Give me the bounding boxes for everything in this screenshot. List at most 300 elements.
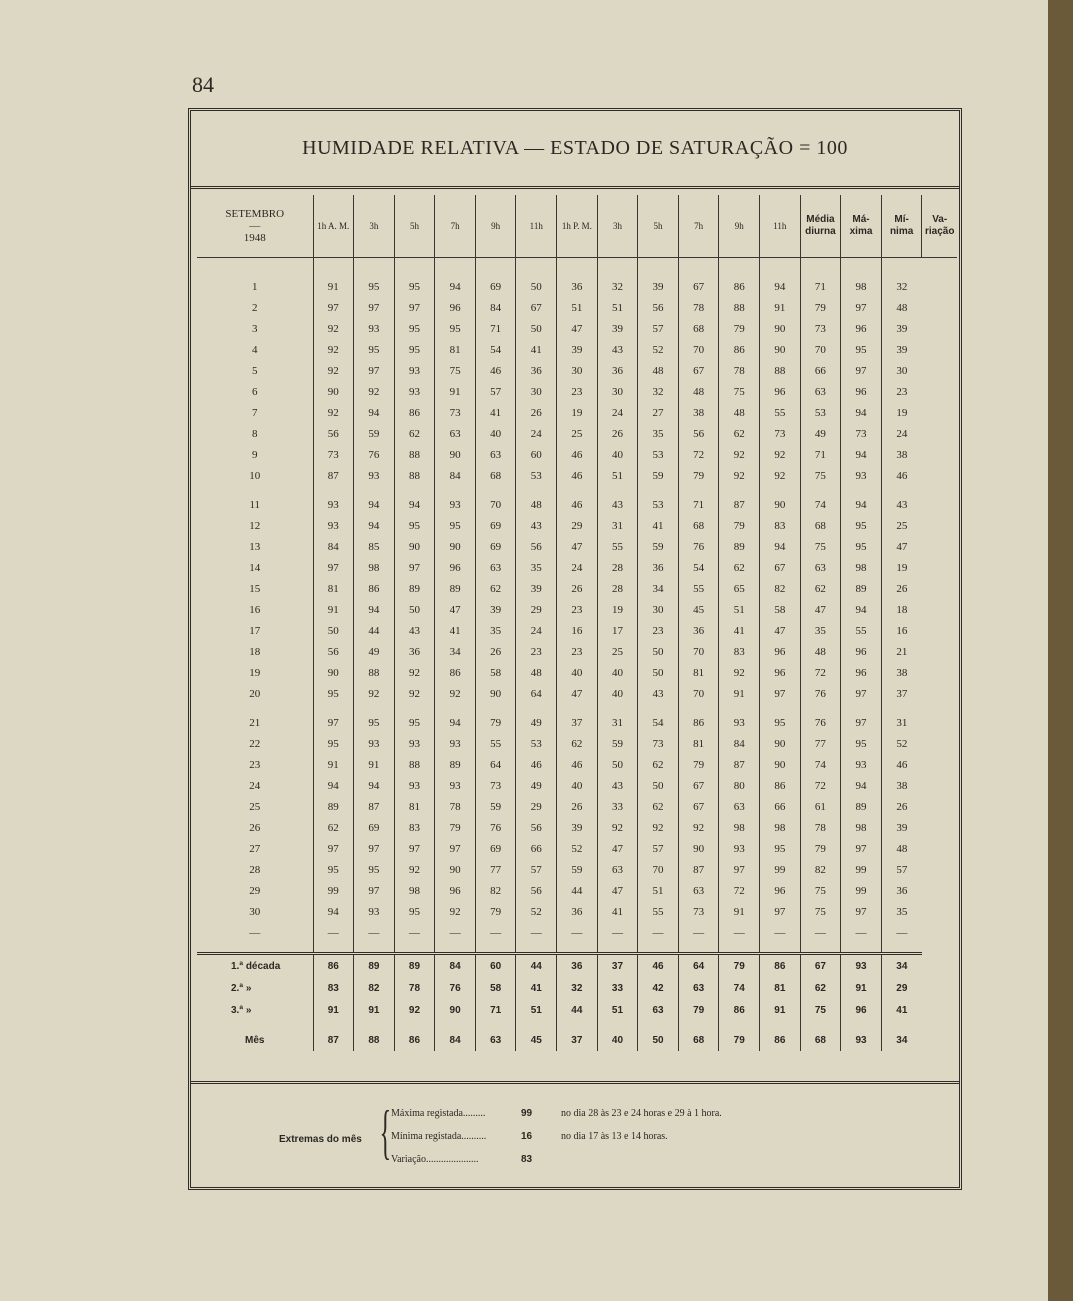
- spacer-cell: [313, 704, 354, 712]
- value-cell: 78: [800, 817, 841, 838]
- value-cell: 83: [760, 515, 801, 536]
- value-cell: 30: [516, 381, 557, 402]
- value-cell: 89: [841, 578, 882, 599]
- value-cell: 49: [516, 712, 557, 733]
- value-cell: 97: [313, 297, 354, 318]
- row-label: 10: [249, 469, 261, 482]
- value-cell: 86: [760, 954, 801, 978]
- value-cell: 95: [394, 276, 435, 297]
- value-cell: 85: [354, 536, 395, 557]
- value-cell: 62: [638, 796, 679, 817]
- value-cell: 77: [800, 733, 841, 754]
- value-cell: 76: [800, 683, 841, 704]
- value-cell: 93: [354, 465, 395, 486]
- value-cell: 99: [313, 880, 354, 901]
- spacer-cell: [719, 486, 760, 494]
- value-cell: 72: [678, 444, 719, 465]
- value-cell: 47: [800, 599, 841, 620]
- value-cell: 95: [354, 339, 395, 360]
- value-cell: 93: [394, 360, 435, 381]
- day-row: [197, 494, 957, 515]
- value-cell: 66: [516, 838, 557, 859]
- hour-header: 5h: [638, 195, 679, 258]
- value-cell: 92: [719, 465, 760, 486]
- spacer-cell: [197, 944, 313, 954]
- value-cell: 93: [841, 465, 882, 486]
- value-cell: 40: [557, 775, 598, 796]
- value-cell: 98: [394, 880, 435, 901]
- value-cell: 92: [760, 465, 801, 486]
- value-cell: 40: [597, 1029, 638, 1051]
- value-cell: 43: [516, 515, 557, 536]
- spacer-cell: [881, 1021, 922, 1029]
- value-cell: 95: [354, 712, 395, 733]
- hour-header: 3h: [354, 195, 395, 258]
- value-cell: 98: [841, 276, 882, 297]
- value-cell: 94: [394, 494, 435, 515]
- spacer-cell: [313, 486, 354, 494]
- value-cell: 94: [354, 775, 395, 796]
- value-cell: 95: [394, 339, 435, 360]
- value-cell: 93: [394, 381, 435, 402]
- spacer-cell: [516, 1021, 557, 1029]
- value-cell: 74: [719, 977, 760, 999]
- value-cell: 97: [841, 360, 882, 381]
- dash-cell: —: [841, 922, 882, 944]
- dash-cell: —: [249, 927, 261, 939]
- value-cell: 51: [557, 297, 598, 318]
- value-cell: 76: [354, 444, 395, 465]
- value-cell: 78: [435, 796, 476, 817]
- value-cell: 97: [841, 297, 882, 318]
- value-cell: 91: [719, 683, 760, 704]
- extreme-name: Mínima registada..........: [391, 1130, 487, 1142]
- extreme-value: 99: [521, 1107, 533, 1119]
- value-cell: 63: [475, 1029, 516, 1051]
- value-cell: 91: [313, 754, 354, 775]
- value-cell: 34: [881, 1029, 922, 1051]
- day-row: [197, 339, 957, 360]
- value-cell: 57: [475, 381, 516, 402]
- value-cell: 90: [760, 733, 801, 754]
- month-header: [197, 195, 313, 258]
- value-cell: 81: [435, 339, 476, 360]
- value-cell: 95: [394, 901, 435, 922]
- value-cell: 63: [475, 557, 516, 578]
- value-cell: 63: [800, 381, 841, 402]
- value-cell: 62: [719, 557, 760, 578]
- value-cell: 95: [841, 515, 882, 536]
- value-cell: 36: [881, 880, 922, 901]
- spacer-cell: [475, 258, 516, 277]
- value-cell: 87: [354, 796, 395, 817]
- value-cell: 48: [516, 662, 557, 683]
- value-cell: 53: [516, 733, 557, 754]
- value-cell: 68: [678, 515, 719, 536]
- spacer-cell: [557, 944, 598, 954]
- value-cell: 72: [800, 662, 841, 683]
- value-cell: 23: [557, 641, 598, 662]
- day-row: [197, 276, 957, 297]
- year-label: 1948: [243, 232, 266, 244]
- value-cell: 84: [435, 465, 476, 486]
- value-cell: 89: [354, 954, 395, 978]
- value-cell: 34: [881, 954, 922, 978]
- value-cell: 25: [557, 423, 598, 444]
- value-cell: 95: [313, 683, 354, 704]
- value-cell: 51: [597, 465, 638, 486]
- value-cell: 47: [557, 683, 598, 704]
- value-cell: 94: [354, 599, 395, 620]
- dash-cell: —: [557, 922, 598, 944]
- spacer-row: [197, 258, 957, 277]
- value-cell: 52: [516, 901, 557, 922]
- value-cell: 66: [800, 360, 841, 381]
- value-cell: 94: [760, 276, 801, 297]
- value-cell: 79: [475, 901, 516, 922]
- value-cell: 67: [678, 276, 719, 297]
- value-cell: 23: [557, 381, 598, 402]
- value-cell: 52: [881, 733, 922, 754]
- value-cell: 99: [841, 859, 882, 880]
- value-cell: 90: [435, 859, 476, 880]
- value-cell: 39: [597, 318, 638, 339]
- value-cell: 50: [516, 276, 557, 297]
- value-cell: 47: [597, 880, 638, 901]
- row-label: 21: [249, 716, 261, 729]
- value-cell: 84: [435, 954, 476, 978]
- spacer-cell: [800, 486, 841, 494]
- value-cell: 39: [881, 339, 922, 360]
- value-cell: 86: [354, 578, 395, 599]
- value-cell: 93: [719, 838, 760, 859]
- value-cell: 32: [557, 977, 598, 999]
- hour-header: 11h: [760, 195, 801, 258]
- spacer-cell: [394, 258, 435, 277]
- value-cell: 50: [638, 641, 679, 662]
- value-cell: 42: [638, 977, 679, 999]
- value-cell: 40: [557, 662, 598, 683]
- value-cell: 70: [678, 339, 719, 360]
- value-cell: 92: [435, 901, 476, 922]
- value-cell: 95: [760, 838, 801, 859]
- value-cell: 78: [719, 360, 760, 381]
- value-cell: 45: [516, 1029, 557, 1051]
- value-cell: 89: [435, 578, 476, 599]
- value-cell: 49: [354, 641, 395, 662]
- spacer-cell: [678, 704, 719, 712]
- value-cell: 19: [597, 599, 638, 620]
- value-cell: 63: [678, 977, 719, 999]
- spacer-cell: [557, 1021, 598, 1029]
- value-cell: 23: [557, 599, 598, 620]
- value-cell: 71: [678, 494, 719, 515]
- value-cell: 89: [435, 754, 476, 775]
- value-cell: 66: [760, 796, 801, 817]
- value-cell: 91: [313, 599, 354, 620]
- value-cell: 94: [760, 536, 801, 557]
- value-cell: 51: [597, 999, 638, 1021]
- value-cell: 93: [394, 775, 435, 796]
- value-cell: 97: [394, 557, 435, 578]
- value-cell: 94: [435, 276, 476, 297]
- spacer-cell: [313, 1021, 354, 1029]
- value-cell: 80: [719, 775, 760, 796]
- value-cell: 89: [841, 796, 882, 817]
- row-label: 29: [249, 884, 261, 897]
- value-cell: 94: [354, 515, 395, 536]
- dash-cell: —: [516, 922, 557, 944]
- spacer-cell: [881, 258, 922, 277]
- value-cell: 84: [435, 1029, 476, 1051]
- value-cell: 84: [475, 297, 516, 318]
- value-cell: 86: [394, 402, 435, 423]
- value-cell: 95: [841, 536, 882, 557]
- hour-header: 1h A. M.: [313, 195, 354, 258]
- extreme-value: 83: [521, 1153, 533, 1165]
- dash-cell: —: [800, 922, 841, 944]
- value-cell: 59: [638, 536, 679, 557]
- value-cell: 93: [313, 494, 354, 515]
- value-cell: 72: [719, 880, 760, 901]
- day-row: [197, 599, 957, 620]
- value-cell: 97: [719, 859, 760, 880]
- extreme-variation-line: [391, 1150, 561, 1168]
- value-cell: 97: [354, 360, 395, 381]
- maxima-header: Má- xima: [841, 195, 882, 258]
- value-cell: 35: [516, 557, 557, 578]
- value-cell: 99: [841, 880, 882, 901]
- row-label: 4: [252, 343, 258, 356]
- value-cell: 75: [800, 999, 841, 1021]
- dash-cell: —: [475, 922, 516, 944]
- value-cell: 73: [760, 423, 801, 444]
- month-label: SETEMBRO: [225, 208, 285, 220]
- value-cell: 75: [435, 360, 476, 381]
- value-cell: 82: [800, 859, 841, 880]
- spacer-cell: [719, 258, 760, 277]
- spacer-cell: [678, 258, 719, 277]
- value-cell: 65: [719, 578, 760, 599]
- value-cell: 48: [678, 381, 719, 402]
- spacer-cell: [597, 486, 638, 494]
- value-cell: 92: [678, 817, 719, 838]
- value-cell: 51: [638, 880, 679, 901]
- value-cell: 96: [841, 318, 882, 339]
- value-cell: 86: [719, 339, 760, 360]
- value-cell: 45: [678, 599, 719, 620]
- value-cell: 89: [719, 536, 760, 557]
- value-cell: 19: [557, 402, 598, 423]
- value-cell: 87: [719, 494, 760, 515]
- value-cell: 23: [881, 381, 922, 402]
- value-cell: 63: [638, 999, 679, 1021]
- value-cell: 47: [881, 536, 922, 557]
- extreme-name: Variação.....................: [391, 1153, 479, 1165]
- value-cell: 86: [719, 999, 760, 1021]
- value-cell: 91: [760, 999, 801, 1021]
- value-cell: 36: [597, 360, 638, 381]
- value-cell: 67: [800, 954, 841, 978]
- value-cell: 23: [638, 620, 679, 641]
- value-cell: 50: [638, 775, 679, 796]
- summary-row: [197, 977, 957, 999]
- value-cell: 70: [800, 339, 841, 360]
- spacer-cell: [354, 1021, 395, 1029]
- value-cell: 71: [800, 444, 841, 465]
- row-label: 30: [249, 905, 261, 918]
- value-cell: 39: [557, 339, 598, 360]
- value-cell: 69: [475, 536, 516, 557]
- spacer-cell: [841, 944, 882, 954]
- value-cell: 43: [597, 339, 638, 360]
- value-cell: 41: [719, 620, 760, 641]
- value-cell: 56: [638, 297, 679, 318]
- value-cell: 93: [354, 733, 395, 754]
- value-cell: 50: [638, 1029, 679, 1051]
- table-body: [197, 258, 957, 1052]
- value-cell: 27: [638, 402, 679, 423]
- row-label: 3.ª »: [231, 1004, 252, 1016]
- value-cell: 97: [841, 901, 882, 922]
- value-cell: 88: [394, 465, 435, 486]
- value-cell: 90: [435, 999, 476, 1021]
- spacer-cell: [557, 486, 598, 494]
- value-cell: 26: [557, 578, 598, 599]
- value-cell: 62: [475, 578, 516, 599]
- value-cell: 43: [597, 775, 638, 796]
- row-label: 25: [249, 800, 261, 813]
- value-cell: 59: [475, 796, 516, 817]
- spacer-cell: [678, 486, 719, 494]
- value-cell: 92: [354, 683, 395, 704]
- value-cell: 62: [800, 578, 841, 599]
- value-cell: 86: [313, 954, 354, 978]
- value-cell: 95: [841, 339, 882, 360]
- value-cell: 71: [800, 276, 841, 297]
- day-row: [197, 859, 957, 880]
- value-cell: 56: [516, 880, 557, 901]
- value-cell: 94: [354, 402, 395, 423]
- value-cell: 55: [638, 901, 679, 922]
- row-label: 1: [252, 280, 258, 293]
- spacer-cell: [516, 944, 557, 954]
- value-cell: 90: [313, 381, 354, 402]
- spacer-cell: [678, 944, 719, 954]
- minima-header: Mí- nima: [881, 195, 922, 258]
- spacer-cell: [881, 944, 922, 954]
- spacer-row: [197, 704, 957, 712]
- spacer-cell: [719, 1021, 760, 1029]
- value-cell: 93: [354, 901, 395, 922]
- month-dash: —: [249, 220, 261, 232]
- day-row: [197, 536, 957, 557]
- value-cell: 39: [638, 276, 679, 297]
- dash-row: [197, 922, 957, 944]
- value-cell: 97: [354, 880, 395, 901]
- value-cell: 81: [678, 662, 719, 683]
- row-label: 17: [249, 624, 261, 637]
- spacer-cell: [638, 704, 679, 712]
- spacer-cell: [354, 486, 395, 494]
- dash-cell: —: [435, 922, 476, 944]
- value-cell: 97: [313, 838, 354, 859]
- spacer-cell: [638, 1021, 679, 1029]
- value-cell: 95: [435, 515, 476, 536]
- row-label: 16: [249, 603, 261, 616]
- hour-header: 3h: [597, 195, 638, 258]
- row-label: 6: [252, 385, 258, 398]
- spacer-cell: [760, 1021, 801, 1029]
- spacer-cell: [435, 1021, 476, 1029]
- day-row: [197, 515, 957, 536]
- value-cell: 47: [435, 599, 476, 620]
- value-cell: 40: [597, 662, 638, 683]
- value-cell: 62: [394, 423, 435, 444]
- value-cell: 30: [638, 599, 679, 620]
- value-cell: 39: [557, 817, 598, 838]
- value-cell: 53: [638, 444, 679, 465]
- extreme-min-line: [391, 1127, 668, 1145]
- value-cell: 95: [760, 712, 801, 733]
- spacer-cell: [435, 486, 476, 494]
- spacer-cell: [760, 704, 801, 712]
- spacer-cell: [313, 258, 354, 277]
- value-cell: 96: [435, 880, 476, 901]
- spacer-row: [197, 1021, 957, 1029]
- value-cell: 96: [841, 662, 882, 683]
- spacer-cell: [197, 1021, 313, 1029]
- value-cell: 21: [881, 641, 922, 662]
- value-cell: 36: [638, 557, 679, 578]
- value-cell: 60: [475, 954, 516, 978]
- value-cell: 73: [841, 423, 882, 444]
- value-cell: 86: [435, 662, 476, 683]
- value-cell: 82: [760, 578, 801, 599]
- row-label: 5: [252, 364, 258, 377]
- hour-header: 5h: [394, 195, 435, 258]
- value-cell: 62: [800, 977, 841, 999]
- value-cell: 63: [435, 423, 476, 444]
- value-cell: 93: [841, 954, 882, 978]
- value-cell: 62: [313, 817, 354, 838]
- value-cell: 47: [557, 318, 598, 339]
- value-cell: 92: [313, 339, 354, 360]
- value-cell: 46: [516, 754, 557, 775]
- value-cell: 52: [638, 339, 679, 360]
- row-label: 2.ª »: [231, 982, 252, 994]
- value-cell: 43: [881, 494, 922, 515]
- value-cell: 63: [678, 880, 719, 901]
- value-cell: 63: [719, 796, 760, 817]
- value-cell: 97: [841, 683, 882, 704]
- spacer-cell: [597, 704, 638, 712]
- dash-cell: —: [881, 922, 922, 944]
- extreme-max-line: [391, 1104, 722, 1122]
- spacer-cell: [881, 486, 922, 494]
- day-row: [197, 620, 957, 641]
- value-cell: 31: [597, 515, 638, 536]
- value-cell: 53: [800, 402, 841, 423]
- value-cell: 30: [557, 360, 598, 381]
- day-row: [197, 641, 957, 662]
- row-label: 28: [249, 863, 261, 876]
- value-cell: 96: [435, 557, 476, 578]
- value-cell: 44: [516, 954, 557, 978]
- value-cell: 91: [719, 901, 760, 922]
- value-cell: 97: [435, 838, 476, 859]
- value-cell: 70: [678, 641, 719, 662]
